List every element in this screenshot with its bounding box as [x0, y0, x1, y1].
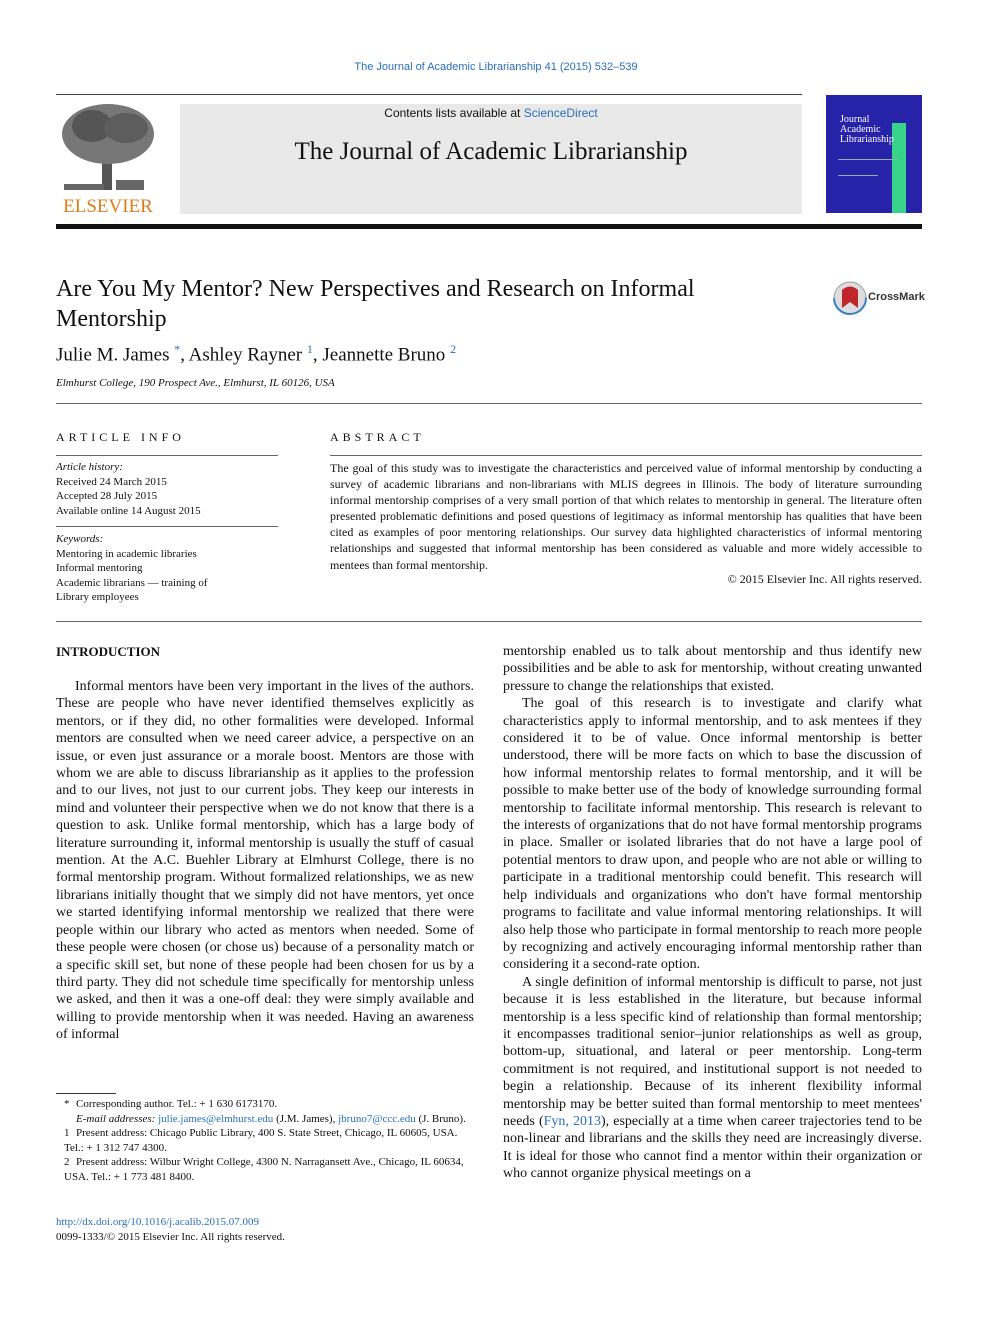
keywords	[56, 532, 286, 605]
crossmark-icon	[832, 280, 868, 316]
footnote-1	[56, 1126, 476, 1155]
footnote-2	[56, 1155, 476, 1184]
issn-line: 0099-1333/© 2015 Elsevier Inc. All rights reserved.	[56, 1230, 285, 1243]
journal-cover[interactable]	[826, 95, 922, 213]
author-name: Julie M. James	[56, 344, 170, 366]
cover-title-line: Academic	[840, 124, 881, 135]
keyword: Mentoring in academic libraries	[56, 547, 197, 560]
author-name: Jeannette Bruno	[322, 344, 446, 366]
divider	[56, 455, 278, 456]
footnote-text: Present address: Chicago Public Library, 400 S. State Street, Chicago, IL 60605, USA. Tel.: + 1 312 747 4300.	[64, 1127, 458, 1154]
keywords-label: Keywords:	[56, 533, 104, 545]
cover-line	[838, 159, 898, 160]
email-link[interactable]: jbruno7@ccc.edu	[338, 1112, 416, 1125]
footnote-emails	[56, 1112, 476, 1127]
divider	[56, 621, 922, 622]
text-run: ), especially at a time when career trajectories tend to be non-linear and librarians and the skills they need are increasingly diverse. It is ideal for those who cannot find a mentor within their organization or who cannot organize physical meetings on a	[503, 1113, 923, 1182]
footnote-text: Corresponding author. Tel.: + 1 630 6173170.	[76, 1098, 278, 1110]
header-top-rule	[56, 94, 802, 95]
cover-stripe	[892, 123, 906, 213]
running-head[interactable]: The Journal of Academic Librarianship 41 (2015) 532–539	[354, 61, 638, 73]
footnote-mark: *	[64, 1098, 70, 1110]
abstract-copyright: © 2015 Elsevier Inc. All rights reserved.	[727, 572, 922, 586]
author-mark[interactable]: *	[174, 342, 181, 356]
left-column	[56, 678, 474, 1044]
sciencedirect-link[interactable]: ScienceDirect	[523, 106, 598, 120]
divider	[330, 455, 922, 456]
divider	[56, 403, 922, 404]
footnote-text: Present address: Wilbur Wright College, 4300 N. Narragansett Ave., Chicago, IL 60634, USA. Tel.: + 1 773 481 8400.	[64, 1156, 464, 1183]
article-info-heading: ARTICLE INFO	[56, 430, 185, 444]
paragraph	[503, 974, 922, 1183]
article-title: Are You My Mentor? New Perspectives and Research on Informal Mentorship	[56, 276, 695, 332]
history-item: Accepted 28 July 2015	[56, 490, 158, 502]
citation-link[interactable]: Fyn, 2013	[543, 1113, 601, 1129]
logo-wordmark: ELSEVIER	[63, 196, 153, 216]
author-name: Ashley Rayner	[188, 344, 303, 366]
header-bottom-rule	[56, 224, 922, 229]
email-link[interactable]: julie.james@elmhurst.edu	[158, 1112, 274, 1125]
author-list: Julie M. James *, Ashley Rayner $^1$, Jeannette Bruno $^2$	[56, 342, 457, 366]
history-item: Received 24 March 2015	[56, 475, 167, 488]
footnote-rule	[56, 1093, 116, 1094]
divider	[56, 526, 278, 527]
cover-title-line: Librarianship	[840, 134, 894, 145]
paragraph: The goal of this research is to investigate and clarify what characteristics apply to informal mentorship, and to ask mentees if they considered it to be of value. Once informal mentorship is better understood, there will be more facts on which to base the discussion of how informal mentorship relates to formal mentorship, and it will be possible to make better use of the body of knowledge surrounding formal mentorship to facilitate informal mentorship. This research is relevant to the interests of organizations that do not have formal mentorship programs in place. Smaller or isolated libraries that do not have a large pool of potential mentors to draw upon, and people who are not able or willing to participate in a traditional mentorship could benefit. This research will help individuals and organizations who don't have formal mentorship programs to facilitate and value informal mentoring relationships. It will also help those who participate in formal mentorship to reach more people by recognizing and actively encouraging informal mentorship rather than considering it a second-rate option.	[503, 696, 922, 973]
paragraph: Informal mentors have been very important in the lives of the authors. These are people who have never identified themselves explicitly as mentors, or if they did, no other formalities were developed. Informal mentors are consulted when we need career advice, a perspective on an issue, or even just assurance or a morale boost. Mentors are those with whom we are able to discuss librarianship as it applies to the profession and to our lives, not just to our current jobs. They keep our interests in mind and volunteer their perspective when we do not know that there is a question to ask. Unlike formal mentorship, which has a large body of literature surrounding it, informal mentorship is usually the stuff of casual mention. At the A.C. Buehler Library at Elmhurst College, there is no formal mentorship program. Without formalized relationships, we as new librarians initially thought that we simply did not have mentors, yet once we started identifying informal mentorship we realized that there were people within our library who acted as mentors when needed. Some of these people were chosen (or chose us) because of a personality match or a specific skill set, but none of these people had been chosen for us by a third party. They did not schedule time specifically for mentorship unless we asked, and then it was a one-off deal: they were simply available and willing to provide mentorship when it was needed. Having an awareness of informal	[56, 679, 474, 1043]
email-owner: (J. Bruno).	[415, 1112, 466, 1125]
author-mark[interactable]: 1	[306, 342, 313, 356]
footnote-corresponding	[56, 1097, 476, 1112]
crossmark-label: CrossMark	[868, 291, 925, 303]
journal-title: The Journal of Academic Librarianship	[294, 138, 688, 165]
email-label: E-mail addresses:	[76, 1112, 159, 1125]
article-history	[56, 460, 286, 518]
cover-title	[840, 115, 894, 145]
affiliation: Elmhurst College, 190 Prospect Ave., Elmhurst, IL 60126, USA	[56, 377, 335, 389]
abstract-heading: ABSTRACT	[330, 430, 425, 444]
contents-prefix: Contents lists available at	[384, 106, 524, 120]
paragraph: mentorship enabled us to talk about mentorship and thus identify new possibilities and be able to ask for mentorship, without creating unwanted pressure to change the relationships that existed.	[503, 644, 922, 694]
history-label: Article history:	[56, 461, 123, 473]
footnote-mark: 2	[64, 1156, 70, 1168]
footnote-mark: 1	[64, 1127, 70, 1139]
keyword: Informal mentoring	[56, 562, 143, 574]
doi-link[interactable]: http://dx.doi.org/10.1016/j.acalib.2015.07.009	[56, 1216, 259, 1228]
doi-block	[56, 1215, 285, 1244]
abstract-text: The goal of this study was to investigate the characteristics and perceived value of informal mentorship by conducting a survey of academic librarians and non-librarians with MLIS degrees in Illinois. The body of literature surrounding informal mentorship comprises of a very small portion of that which relates to mentorship in general. The literature often presented problematic definitions and posed questions of legitimacy as informal mentorship has qualities that have been cited as examples of poor mentoring relationships. Our survey data highlighted characteristics of informal mentoring relationships and suggested that informal mentorship has been considered as valuable and more widely accessible to mentees than formal mentorship.	[330, 461, 922, 572]
crossmark-button[interactable]	[832, 280, 932, 316]
footnotes	[56, 1097, 476, 1184]
elsevier-logo	[56, 100, 160, 216]
text-run: A single definition of informal mentorship is difficult to parse, not just because it is less established in the literature, but because informal mentorship is a less specific kind of relationship than formal mentorship; it encompasses traditional senior–junior relationships as well as group, bottom-up, situational, and lateral or peer mentorship. Long-term commitment is not required, and institutional support is not needed to begin a relationship. Because of its inherent flexibility informal mentorship may be better suited than formal mentorship to meet mentees' needs (	[503, 974, 922, 1129]
right-column	[503, 643, 922, 1183]
keyword: Library employees	[56, 591, 139, 603]
keyword: Academic librarians — training of	[56, 576, 208, 589]
cover-title-line: Journal	[840, 114, 870, 125]
email-owner: (J.M. James),	[273, 1112, 339, 1125]
cover-line	[838, 175, 878, 176]
author-mark[interactable]: 2	[450, 342, 457, 356]
contents-line	[180, 106, 802, 120]
section-heading: INTRODUCTION	[56, 644, 161, 659]
history-item: Available online 14 August 2015	[56, 504, 201, 517]
elsevier-tree-icon	[56, 100, 160, 216]
